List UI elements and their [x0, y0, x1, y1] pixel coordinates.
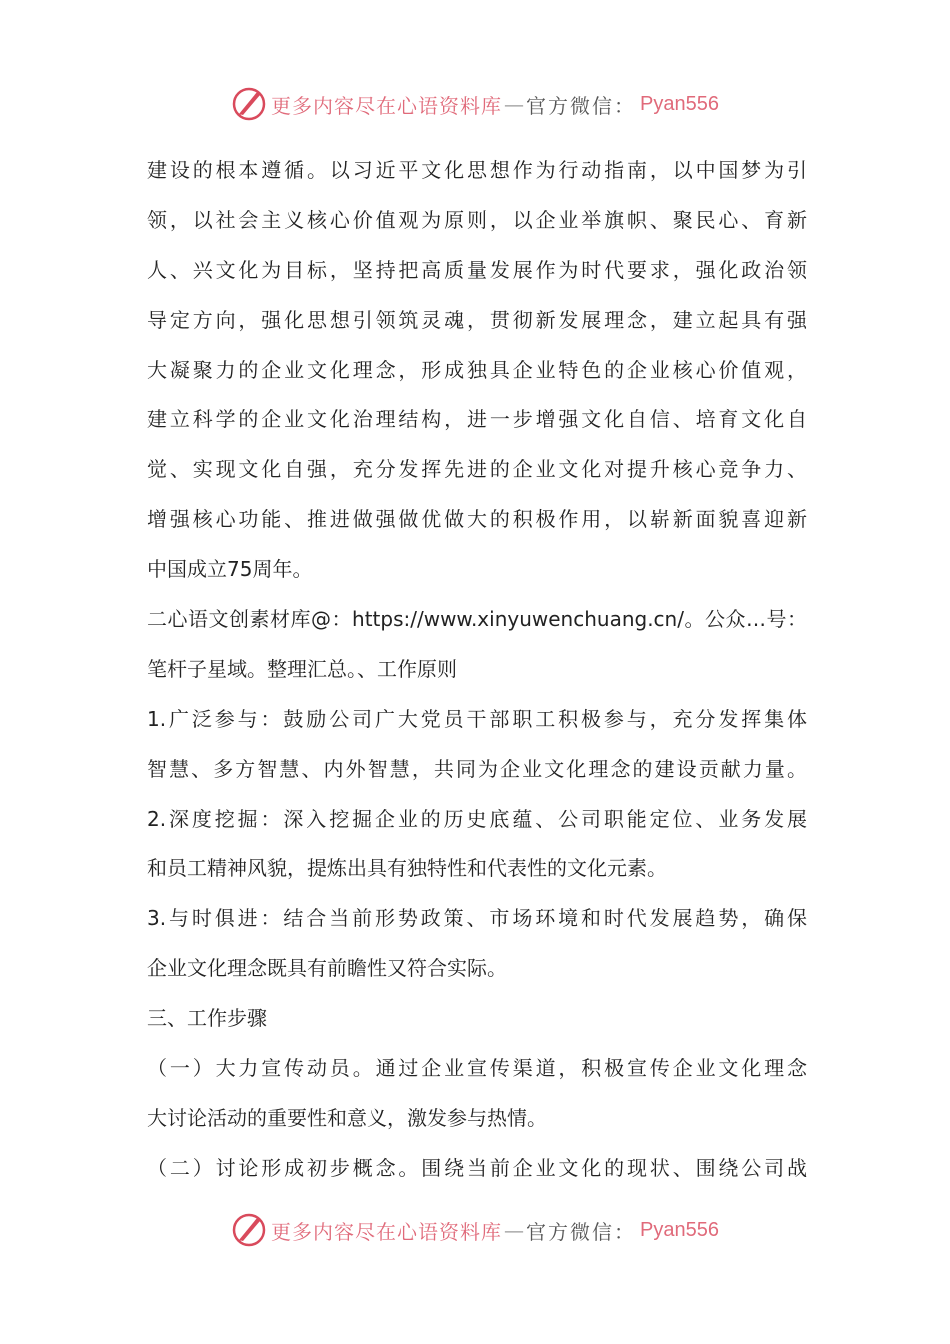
quill-logo-icon — [231, 86, 267, 122]
text-line: 企业文化理念既具有前瞻性又符合实际。 — [147, 956, 507, 981]
text-line: （一）大力宣传动员。通过企业宣传渠道，积极宣传企业文化理念 — [147, 1056, 807, 1081]
banner-wechat-handle: Pyan556 — [640, 92, 719, 115]
text-line: 增强核心功能、推进做强做优做大的积极作用，以崭新面貌喜迎新 — [147, 507, 807, 532]
text-line: 建设的根本遵循。以习近平文化思想作为行动指南，以中国梦为引 — [147, 158, 807, 182]
text-line: 2.深度挖掘：深入挖掘企业的历史底蕴、公司职能定位、业务发展 — [147, 806, 807, 831]
banner-lead-text: 更多内容尽在心语资料库 — [271, 93, 503, 118]
text-line: （二）讨论形成初步概念。围绕当前企业文化的现状、围绕公司战 — [147, 1155, 807, 1180]
text-line: 和员工精神风貌，提炼出具有独特性和代表性的文化元素。 — [147, 856, 667, 881]
banner-wechat-label: 官方微信： — [526, 1219, 637, 1244]
text-line: 中国成立75周年。 — [147, 557, 313, 582]
text-line: 建立科学的企业文化治理结构，进一步增强文化自信、培育文化自 — [147, 407, 807, 432]
banner-wechat-handle: Pyan556 — [640, 1218, 719, 1241]
section-heading: 笔杆子星域。整理汇总。、工作原则 — [147, 656, 457, 681]
text-line: 领，以社会主义核心价值观为原则，以企业举旗帜、聚民心、育新 — [147, 207, 807, 232]
text-line: 大讨论活动的重要性和意义，激发参与热情。 — [147, 1105, 547, 1130]
text-line: 智慧、多方智慧、内外智慧，共同为企业文化理念的建设贡献力量。 — [147, 756, 807, 781]
header-banner — [0, 84, 950, 124]
section-heading: 三、工作步骤 — [147, 1006, 267, 1031]
document-body — [147, 146, 807, 1194]
footer-banner — [0, 1210, 950, 1250]
text-line: 导定方向，强化思想引领筑灵魂，贯彻新发展理念，建立起具有强 — [147, 307, 807, 332]
text-line: 二心语文创素材库@：https://www.xinyuwenchuang.cn/。公众…号： — [147, 607, 807, 632]
banner-wechat-label: 官方微信： — [526, 93, 637, 118]
text-line: 人、兴文化为目标，坚持把高质量发展作为时代要求，强化政治领 — [147, 257, 807, 282]
text-line: 大凝聚力的企业文化理念，形成独具企业特色的企业核心价值观， — [147, 357, 807, 382]
banner-dash: — — [504, 92, 525, 116]
text-line: 觉、实现文化自强，充分发挥先进的企业文化对提升核心竞争力、 — [147, 457, 807, 482]
banner-lead-text: 更多内容尽在心语资料库 — [271, 1219, 503, 1244]
text-line: 1.广泛参与：鼓励公司广大党员干部职工积极参与，充分发挥集体 — [147, 706, 807, 731]
quill-logo-icon — [231, 1212, 267, 1248]
text-line: 3.与时俱进：结合当前形势政策、市场环境和时代发展趋势，确保 — [147, 906, 807, 931]
banner-dash: — — [504, 1218, 525, 1242]
